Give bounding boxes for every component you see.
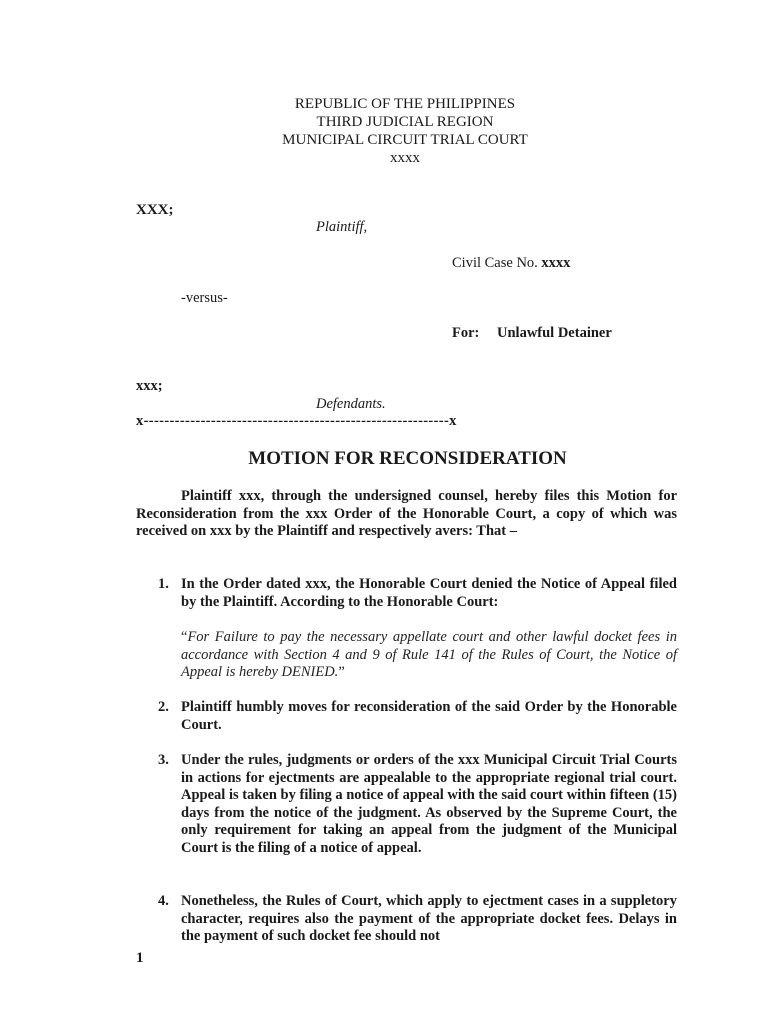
intro-paragraph bbox=[136, 488, 677, 541]
quote-close-mark: ” bbox=[338, 664, 345, 681]
list-item-number: 4. bbox=[158, 893, 169, 909]
court-header-court: MUNICIPAL CIRCUIT TRIAL COURT bbox=[282, 132, 528, 148]
caption-separator: x-----------------------------------------------------------x bbox=[136, 413, 457, 429]
page-number: 1 bbox=[136, 950, 144, 966]
for-value: Unlawful Detainer bbox=[497, 325, 612, 341]
list-item-text: Plaintiff humbly moves for reconsideration of the said Order by the Honorable Court. bbox=[181, 699, 677, 733]
plaintiff-role: Plaintiff, bbox=[316, 219, 368, 235]
list-item-number: 3. bbox=[158, 752, 169, 768]
court-header-republic: REPUBLIC OF THE PHILIPPINES bbox=[294, 96, 516, 112]
defendant-role: Defendants. bbox=[316, 396, 386, 412]
court-header-location: xxxx bbox=[390, 150, 420, 166]
defendant-name: xxx; bbox=[136, 378, 163, 394]
intro-text: Plaintiff xxx, through the undersigned counsel, hereby files this Motion for Reconsideration from the xxx Order of the Honorable Court, a copy of which was received on xxx by the Plaintiff and respectively avers: That – bbox=[136, 488, 677, 540]
versus-label: -versus- bbox=[181, 290, 228, 306]
list-item-number: 2. bbox=[158, 699, 169, 715]
civil-case-value: xxxx bbox=[541, 255, 571, 271]
plaintiff-name: XXX; bbox=[136, 202, 174, 218]
list-item-text: Under the rules, judgments or orders of the xxx Municipal Circuit Trial Courts in actions for ejectments are appealable to the appropriate regional trial court. Appeal is taken by filing a notice of appeal with the said court within fifteen (15) days from the notice of the judgment. As observed by the Supreme Court, the only requirement for taking an appeal from the judgment of the Municipal Court is the filing of a notice of appeal. bbox=[181, 752, 677, 856]
court-header-region: THIRD JUDICIAL REGION bbox=[316, 114, 494, 130]
document-title: MOTION FOR RECONSIDERATION bbox=[248, 448, 567, 469]
for-label: For: bbox=[452, 325, 480, 341]
civil-case-number bbox=[452, 255, 570, 272]
quote-text: For Failure to pay the necessary appellate court and other lawful docket fees in accordance with Section 4 and 9 of Rule 141 of the Rules of Court, the Notice of Appeal is hereby DENIED. bbox=[181, 629, 677, 681]
list-item-number: 1. bbox=[158, 576, 169, 592]
civil-case-label: Civil Case No. bbox=[452, 255, 542, 271]
quoted-order bbox=[181, 629, 677, 682]
list-item-text: Nonetheless, the Rules of Court, which apply to ejectment cases in a suppletory character, requires also the payment of the appropriate docket fees. Delays in the payment of such docket fee should not bbox=[181, 893, 677, 945]
quote-open-mark: “ bbox=[181, 629, 188, 645]
list-item-text: In the Order dated xxx, the Honorable Court denied the Notice of Appeal filed by the Plaintiff. According to the Honorable Court: bbox=[181, 576, 677, 610]
